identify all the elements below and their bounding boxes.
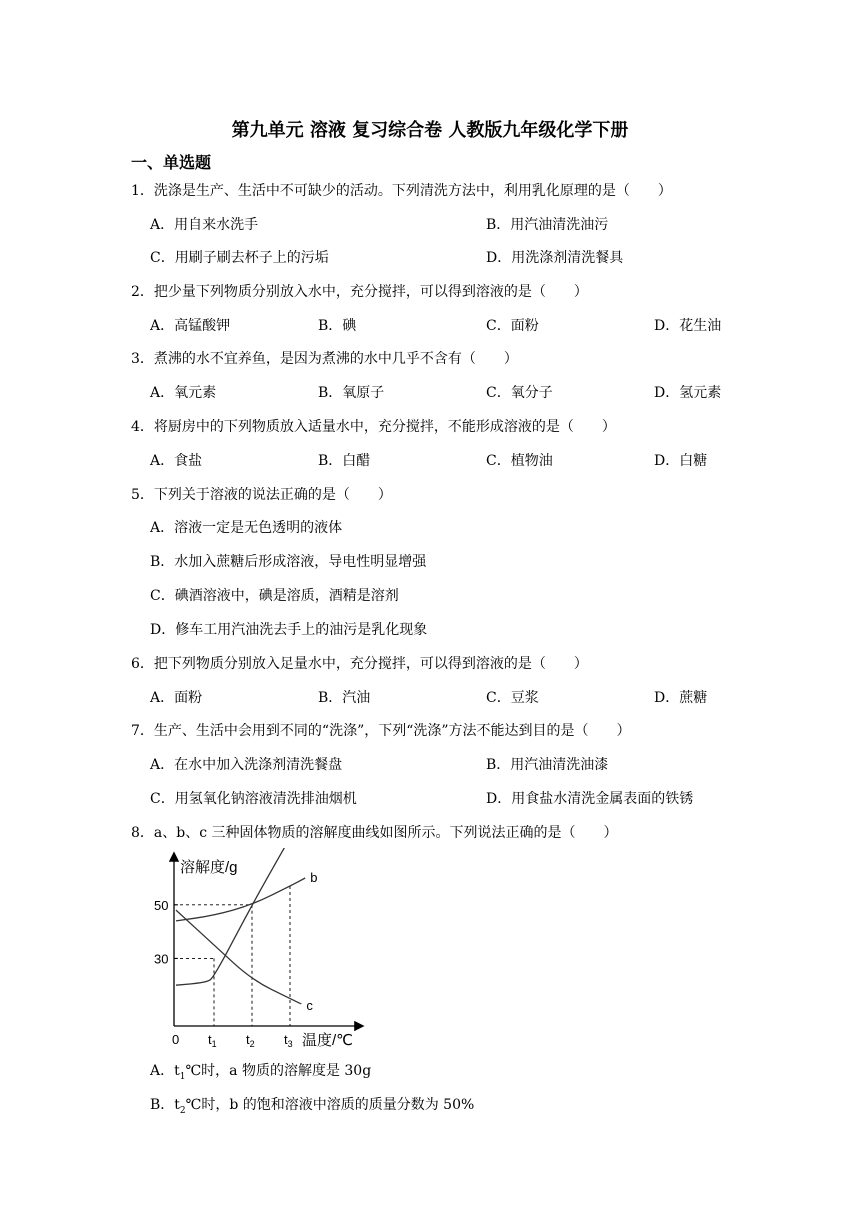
question-6-option-b[interactable]: B．汽油 <box>318 690 371 706</box>
question-5-option-c[interactable]: C．碘酒溶液中，碘是溶质，酒精是溶剂 <box>150 588 399 604</box>
question-2-option-c[interactable]: C．面粉 <box>486 318 539 334</box>
origin-label: 0 <box>172 1032 180 1047</box>
question-4-option-b[interactable]: B．白醋 <box>318 453 371 469</box>
curve-b <box>176 878 305 921</box>
question-1-option-a[interactable]: A．用自来水洗手 <box>150 217 259 233</box>
question-3-option-d[interactable]: D．氢元素 <box>654 385 722 401</box>
question-2-option-d[interactable]: D．花生油 <box>654 318 722 334</box>
x-axis-label: 温度/℃ <box>302 1032 354 1048</box>
curve-c <box>176 910 301 1004</box>
question-1-option-b[interactable]: B．用汽油清洗油污 <box>486 217 609 233</box>
question-8-option-b[interactable]: B．$t_2℃$时，b 的饱和溶液中溶质的质量分数为 50% <box>150 1097 475 1116</box>
question-5-option-d[interactable]: D．修车工用汽油洗去手上的油污是乳化现象 <box>150 622 428 638</box>
y-tick-30: 30 <box>154 951 169 967</box>
question-5-stem: 5．下列关于溶液的说法正确的是（ ） <box>131 487 392 503</box>
question-7-option-b[interactable]: B．用汽油清洗油漆 <box>486 757 609 773</box>
x-tick-t3: $t_3$ <box>284 1032 293 1048</box>
question-8-stem: 8．a、b、c 三种固体物质的溶解度曲线如图所示。下列说法正确的是（ ） <box>131 825 618 841</box>
y-tick-50: 50 <box>154 897 169 913</box>
guide-lines <box>174 886 290 1026</box>
question-5-option-b[interactable]: B．水加入蔗糖后形成溶液，导电性明显增强 <box>150 554 427 570</box>
y-axis-label: 溶解度/g <box>180 859 238 876</box>
question-5-option-a[interactable]: A．溶液一定是无色透明的液体 <box>150 520 343 536</box>
question-6-option-c[interactable]: C．豆浆 <box>486 690 539 706</box>
curve-label-b: b <box>310 870 318 885</box>
question-6-stem: 6．把下列物质分别放入足量水中，充分搅拌，可以得到溶液的是（ ） <box>131 656 588 672</box>
question-3-option-a[interactable]: A．氧元素 <box>150 385 217 401</box>
question-2-option-a[interactable]: A．高锰酸钾 <box>150 318 231 334</box>
question-3-stem: 3．煮沸的水不宜养鱼，是因为煮沸的水中几乎不含有（ ） <box>131 351 518 367</box>
question-4-option-c[interactable]: C．植物油 <box>486 453 553 469</box>
question-1-option-d[interactable]: D．用洗涤剂清洗餐具 <box>486 250 624 266</box>
page-title: 第九单元 溶液 复习综合卷 人教版九年级化学下册 <box>231 120 629 141</box>
chart-labels <box>154 848 353 1048</box>
question-6-option-d[interactable]: D．蔗糖 <box>654 690 708 706</box>
question-7-option-d[interactable]: D．用食盐水清洗金属表面的铁锈 <box>486 791 694 807</box>
curve-label-c: c <box>306 997 313 1013</box>
question-7-option-c[interactable]: C．用氢氧化钠溶液清洗排油烟机 <box>150 791 357 807</box>
x-tick-t1: $t_1$ <box>208 1032 217 1048</box>
question-4-option-d[interactable]: D．白糖 <box>654 453 708 469</box>
question-4-option-a[interactable]: A．食盐 <box>150 453 203 469</box>
question-2-option-b[interactable]: B．碘 <box>318 318 357 334</box>
question-7-option-a[interactable]: A．在水中加入洗涤剂清洗餐盘 <box>150 757 343 773</box>
question-3-option-c[interactable]: C．氧分子 <box>486 385 553 401</box>
x-tick-t2: $t_2$ <box>246 1032 255 1048</box>
question-4-stem: 4．将厨房中的下列物质放入适量水中，充分搅拌，不能形成溶液的是（ ） <box>131 419 616 435</box>
question-1-stem: 1．洗涤是生产、生活中不可缺少的活动。下列清洗方法中，利用乳化原理的是（ ） <box>131 183 672 199</box>
question-1-option-c[interactable]: C．用刷子刷去杯子上的污垢 <box>150 250 329 266</box>
question-8-option-a[interactable]: A．$t_1℃$时，a 物质的溶解度是 30g <box>150 1063 372 1082</box>
solubility-chart <box>150 848 370 1048</box>
question-3-option-b[interactable]: B．氧原子 <box>318 385 385 401</box>
section-heading: 一、单选题 <box>131 153 212 172</box>
question-7-stem: 7．生产、生活中会用到不同的“洗涤”，下列“洗涤”方法不能达到目的是（ ） <box>131 723 631 739</box>
question-6-option-a[interactable]: A．面粉 <box>150 690 203 706</box>
question-2-stem: 2．把少量下列物质分别放入水中，充分搅拌，可以得到溶液的是（ ） <box>131 284 588 300</box>
